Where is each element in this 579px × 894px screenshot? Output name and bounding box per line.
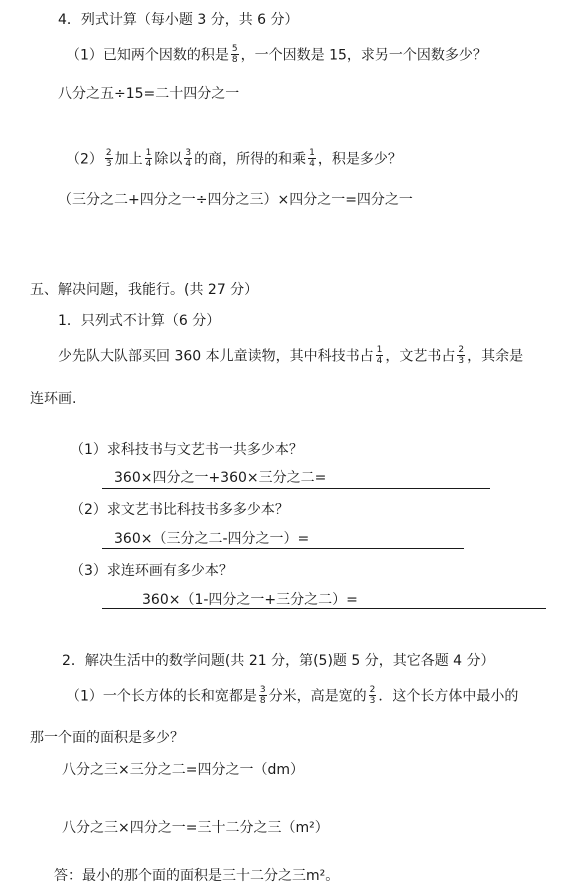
fraction: $\frac{5}{8}$ [231,44,238,65]
part1-a2: 360×（三分之二-四分之一）= [114,531,310,547]
fraction: $\frac{3}{8}$ [259,685,266,706]
part2-answer: 答：最小的那个面的面积是三十二分之三m²。 [54,868,340,884]
part2-q1-mid: 分米，高是宽的 [268,688,367,705]
q4-p1-question [66,45,487,66]
part1-q1: （1）求科技书与文艺书一共多少本？ [70,442,303,458]
part2-heading: 2．解决生活中的数学问题(共 21 分，第(5)题 5 分，其它各题 4 分） [62,653,495,669]
part1-q2: （2）求文艺书比科技书多多少本？ [70,502,289,518]
q4-p1-pre: （1）已知两个因数的积是 [66,47,229,64]
fraction: $\frac{1}{4}$ [309,148,315,169]
part1-a3: 360×（1-四分之一+三分之二）= [142,592,358,608]
section5-heading: 五、解决问题，我能行。(共 27 分） [30,282,259,298]
fraction: $\frac{2}{3}$ [458,345,465,366]
q4-p1-answer: 八分之五÷15=二十四分之一 [58,86,240,102]
answer-underline [102,548,464,549]
part2-q1-cont: 那一个面的面积是多少？ [30,730,184,746]
fraction: $\frac{2}{3}$ [369,685,376,706]
fraction: $\frac{3}{4}$ [185,148,192,169]
fraction: $\frac{2}{3}$ [105,148,112,169]
q4-p2-answer: （三分之二+四分之一÷四分之三）×四分之一=四分之一 [58,192,413,208]
part2-q1-post: ．这个长方体中最小的 [378,688,519,705]
part1-stem [58,346,523,367]
part1-stem-mid: ，文艺书占 [385,348,456,365]
q4-p2-text3: 的商，所得的和乘 [194,151,307,168]
q4-p1-post: ，一个因数是 15，求另一个因数多少？ [240,47,487,64]
answer-underline [102,608,546,609]
q4-heading: 4．列式计算（每小题 3 分，共 6 分） [58,12,299,28]
part1-stem-cont: 连环画. [30,391,77,407]
part2-q1 [66,686,518,707]
part1-a1: 360×四分之一+360×三分之二= [114,470,327,486]
part2-q1-pre: （1）一个长方体的长和宽都是 [66,688,257,705]
q4-p2-question [66,149,402,170]
q4-p2-text4: ，积是多少？ [317,151,402,168]
answer-underline [102,488,490,489]
fraction: $\frac{1}{4}$ [376,345,383,366]
part1-stem-pre: 少先队大队部买回 360 本儿童读物，其中科技书占 [58,348,374,365]
q4-p2-text2: 除以 [154,151,183,168]
q4-p2-label: （2） [66,151,103,168]
part1-q3: （3）求连环画有多少本？ [70,563,233,579]
part2-step2: 八分之三×四分之一=三十二分之三（m²） [62,820,329,836]
fraction: $\frac{1}{4}$ [145,148,152,169]
part2-step1: 八分之三×三分之二=四分之一（dm） [62,762,304,778]
q4-p2-text1: 加上 [114,151,143,168]
part1-stem-post: ，其余是 [467,348,524,365]
part1-heading: 1．只列式不计算（6 分） [58,313,221,329]
